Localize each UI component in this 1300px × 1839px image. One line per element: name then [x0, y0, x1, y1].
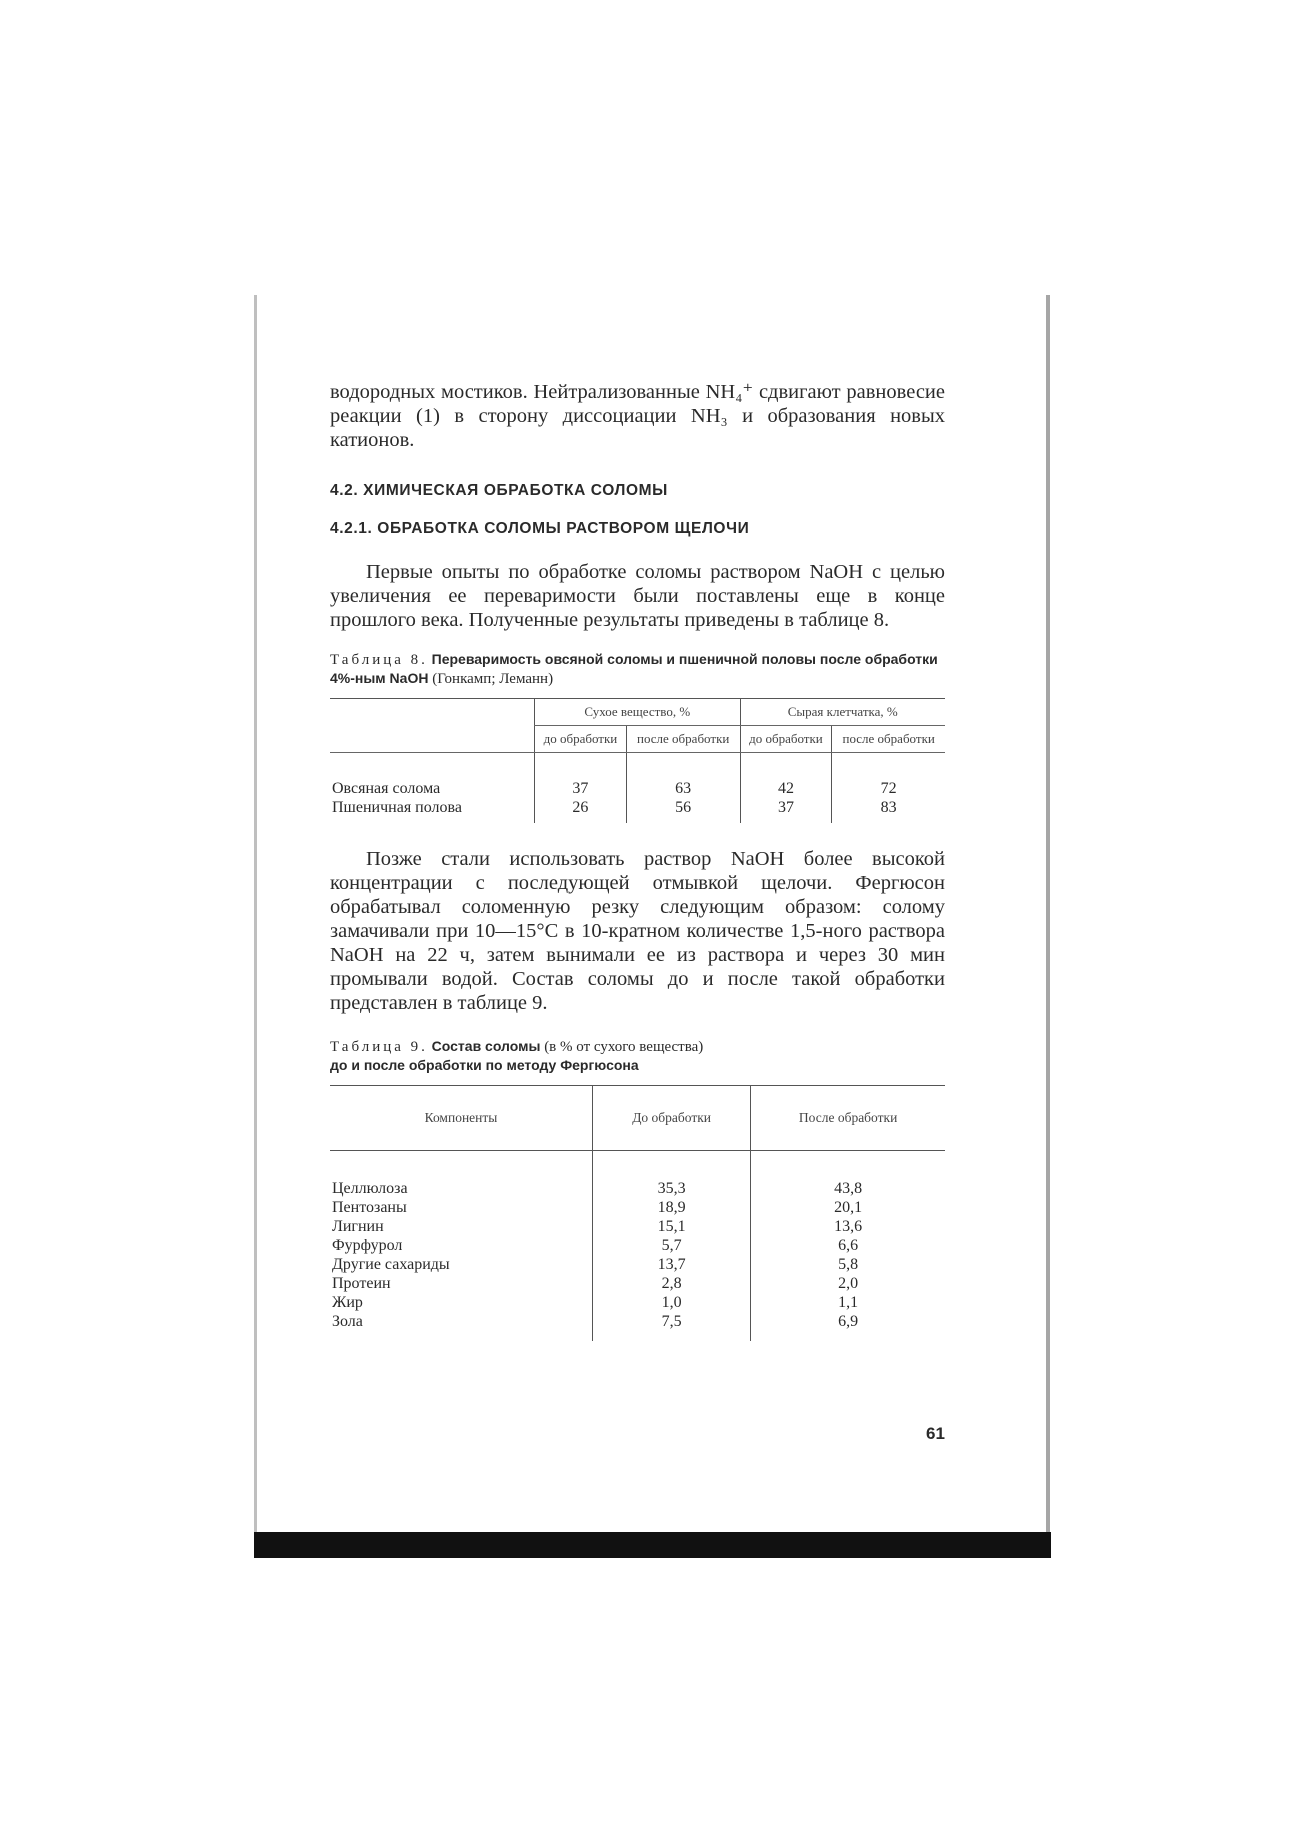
table-row	[330, 1293, 945, 1312]
table9-cell: 2,8	[593, 1274, 751, 1293]
table9-cell: 6,6	[751, 1236, 945, 1255]
scan-edge-left	[254, 295, 257, 1535]
table9-caption-label: Таблица 9.	[330, 1039, 428, 1055]
table9-cell: 43,8	[751, 1151, 945, 1199]
table9-row-name: Другие сахариды	[332, 1256, 450, 1273]
table9-cell: 2,0	[751, 1274, 945, 1293]
table8-subheader: после обработки	[626, 726, 740, 753]
table8-subheader-empty	[330, 726, 535, 753]
scan-bottom-bar	[254, 1532, 1051, 1558]
table8-row-name: Пшеничная полова	[332, 799, 462, 816]
table8-cell: 37	[535, 753, 627, 799]
paragraph-first-experiments: Первые опыты по обработке соломы раствором NaOH с целью увеличения ее переваримости были поставлены еще в конце прошлого века. Полученные результаты приведены в таблице 8.	[330, 561, 945, 631]
table9-cell: 7,5	[593, 1312, 751, 1341]
table8-cell: 37	[740, 798, 832, 823]
table9-row-name: Лигнин	[332, 1218, 384, 1235]
table8-row-name: Овсяная солома	[332, 780, 441, 797]
table9-cell: 15,1	[593, 1217, 751, 1236]
table9-cell: 5,7	[593, 1236, 751, 1255]
table9-row-name: Зола	[332, 1313, 363, 1330]
paragraph-ferguson: Позже стали использовать раствор NaOH более высокой концентрации с последующей отмывкой щелочи. Фергюсон обрабатывал соломенную резку следующим образом: солому замачивали при 10—15°С в 10-кратном количестве 1,5-ного раствора NaOH на 22 ч, затем вынимали ее из раствора и через 30 мин промывали водой. Состав соломы до и после такой обработки представлен в таблице 9.	[330, 848, 945, 1014]
table9-cell: 5,8	[751, 1255, 945, 1274]
table9-caption-title-2: до и после обработки по методу Фергюсона	[330, 1057, 639, 1073]
table8-subheader: до обработки	[740, 726, 832, 753]
table8-subheader: после обработки	[832, 726, 945, 753]
table9-header-after: После обработки	[751, 1086, 945, 1151]
table8-group-header-fiber: Сырая клетчатка, %	[740, 699, 945, 726]
table8	[330, 698, 945, 823]
table8-caption-label: Таблица 8.	[330, 652, 428, 668]
table8-caption-source: (Гонкамп; Леманн)	[432, 671, 554, 687]
table8-subheader: до обработки	[535, 726, 627, 753]
table9-caption	[330, 1037, 945, 1075]
table9-row-name: Протеин	[332, 1275, 391, 1292]
table-row	[330, 1236, 945, 1255]
table-row	[330, 753, 945, 799]
table9-row-name: Жир	[332, 1294, 363, 1311]
table9-row-name: Пентозаны	[332, 1199, 407, 1216]
table9-caption-title: Состав соломы	[431, 1038, 541, 1054]
table9-header-before: До обработки	[593, 1086, 751, 1151]
table8-cell: 26	[535, 798, 627, 823]
table9	[330, 1085, 945, 1341]
paragraph-intro: водородных мостиков. Нейтрализованные NH₄⁺ сдвигают равновесие реакции (1) в сторону диссоциации NH₃ и образования новых катионов.	[330, 381, 945, 451]
table-row	[330, 1151, 945, 1199]
table9-header-components: Компоненты	[330, 1086, 593, 1151]
table8-caption-title: Переваримость овсяной соломы и пшеничной половы после обработки 4%-ным NaOH	[330, 651, 938, 686]
table8-header-empty	[330, 699, 535, 726]
table8-cell: 42	[740, 753, 832, 799]
table-row	[330, 1217, 945, 1236]
table9-cell: 6,9	[751, 1312, 945, 1341]
table9-cell: 35,3	[593, 1151, 751, 1199]
table8-cell: 83	[832, 798, 945, 823]
scan-edge-right	[1046, 295, 1050, 1535]
table8-group-header-dry: Сухое вещество, %	[535, 699, 741, 726]
table8-caption	[330, 650, 945, 688]
table8-cell: 72	[832, 753, 945, 799]
table-row	[330, 798, 945, 823]
table9-caption-note: (в % от сухого вещества)	[544, 1039, 704, 1055]
table9-cell: 13,6	[751, 1217, 945, 1236]
table9-cell: 18,9	[593, 1198, 751, 1217]
table8-cell: 56	[626, 798, 740, 823]
table-row	[330, 1198, 945, 1217]
table9-cell: 1,1	[751, 1293, 945, 1312]
page-number: 61	[926, 1424, 945, 1443]
table9-cell: 13,7	[593, 1255, 751, 1274]
table-row	[330, 1312, 945, 1341]
page-content	[330, 380, 945, 1341]
table9-row-name: Фурфурол	[332, 1237, 403, 1254]
table8-cell: 63	[626, 753, 740, 799]
table9-cell: 20,1	[751, 1198, 945, 1217]
section-title: 4.2. ХИМИЧЕСКАЯ ОБРАБОТКА СОЛОМЫ	[330, 482, 668, 499]
table9-row-name: Целлюлоза	[332, 1180, 408, 1197]
subsection-title: 4.2.1. ОБРАБОТКА СОЛОМЫ РАСТВОРОМ ЩЕЛОЧИ	[330, 520, 750, 537]
table9-cell: 1,0	[593, 1293, 751, 1312]
table-row	[330, 1255, 945, 1274]
table-row	[330, 1274, 945, 1293]
